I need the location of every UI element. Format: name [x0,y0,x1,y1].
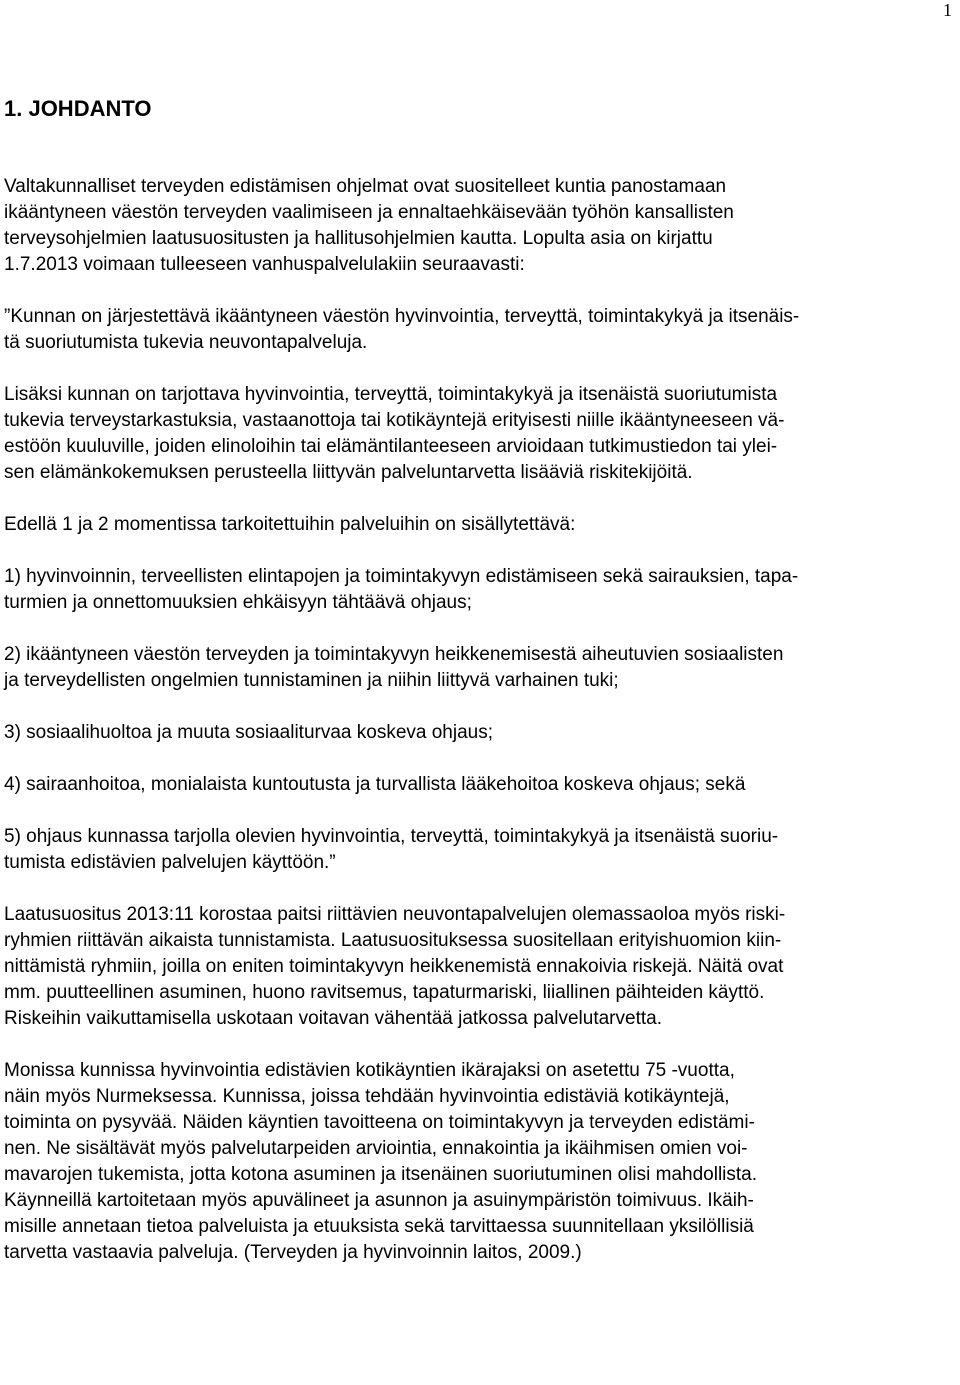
quality-recommendation-paragraph: Laatusuositus 2013:11 korostaa paitsi riittävien neuvontapalvelujen olemassaoloa myös riski- ryhmien riittävän aikaista tunnistamista. Laatusuosituksessa suositellaan erityishuomion kiin- nittämistä ryhmiin, joilla on eniten toimintakyvyn heikkenemistä ennakoivia riskejä. Näitä ovat mm. puutteellinen asuminen, huono ravitsemus, tapaturmariski, liiallinen päihteiden käyttö. Riskeihin vaikuttamisella uskotaan voitavan vähentää jatkossa palvelutarvetta. [4,904,786,1029]
page-number: 1 [943,0,952,20]
section-heading: 1. JOHDANTO [4,96,152,121]
law-list-item-5: 5) ohjaus kunnassa tarjolla olevien hyvinvointia, terveyttä, toimintakykyä ja itsenäistä suoriu- tumista edistävien palvelujen käyttöön.” [4,826,779,873]
document-body [4,96,957,1292]
law-quote-paragraph-2: Lisäksi kunnan on tarjottava hyvinvointia, terveyttä, toimintakykyä ja itsenäistä suoriutumista tukevia terveystarkastuksia, vastaanottoja tai kotikäyntejä erityisesti niille ikääntyneeseen vä- estöön kuuluville, joiden elinoloihin tai elämäntilanteeseen arvioidaan tutkimustiedon tai ylei- sen elämänkokemuksen perusteella liittyvän palveluntarvetta lisääviä riskitekijöitä. [4,384,785,483]
intro-paragraph: Valtakunnalliset terveyden edistämisen ohjelmat ovat suositelleet kuntia panostamaan ikääntyneen väestön terveyden vaalimiseen ja ennaltaehkäisevään työhön kansallisten terveysohjelmien laatusuositusten ja hallitusohjelmien kautta. Lopulta asia on kirjattu 1.7.2013 voimaan tulleeseen vanhuspalvelulakiin seuraavasti: [4,176,734,275]
law-quote-paragraph-1: ”Kunnan on järjestettävä ikääntyneen väestön hyvinvointia, terveyttä, toimintakykyä ja itsenäis- tä suoriutumista tukevia neuvontapalveluja. [4,306,800,353]
law-quote-paragraph-3: Edellä 1 ja 2 momentissa tarkoitettuihin palveluihin on sisällytettävä: [4,514,576,535]
home-visits-paragraph: Monissa kunnissa hyvinvointia edistävien kotikäyntien ikärajaksi on asetettu 75 -vuotta, näin myös Nurmeksessa. Kunnissa, joissa tehdään hyvinvointia edistäviä kotikäyntejä, toiminta on pysyvää. Näiden käyntien tavoitteena on toimintakyvyn ja terveyden edistämi- nen. Ne sisältävät myös palvelutarpeiden arviointia, ennakointia ja ikäihmisen omien voi- mavarojen tukemista, jotta kotona asuminen ja itsenäinen suoriutuminen olisi mahdollista. Käynneillä kartoitetaan myös apuvälineet ja asunnon ja asuinympäristön toimivuus. Ikäih- misille annetaan tietoa palveluista ja etuuksista sekä tarvittaessa suunnitellaan yksilöllisiä tarvetta vastaavia palveluja. (Terveyden ja hyvinvoinnin laitos, 2009.) [4,1060,758,1263]
law-list-item-4: 4) sairaanhoitoa, monialaista kuntoutusta ja turvallista lääkehoitoa koskeva ohjaus; sekä [4,774,746,795]
law-list-item-1: 1) hyvinvoinnin, terveellisten elintapojen ja toimintakyvyn edistämiseen sekä sairauksien, tapa- turmien ja onnettomuuksien ehkäisyyn tähtäävä ohjaus; [4,566,799,613]
law-list-item-3: 3) sosiaalihuoltoa ja muuta sosiaaliturvaa koskeva ohjaus; [4,722,493,743]
law-list-item-2: 2) ikääntyneen väestön terveyden ja toimintakyvyn heikkenemisestä aiheutuvien sosiaalisten ja terveydellisten ongelmien tunnistaminen ja niihin liittyvä varhainen tuki; [4,644,784,691]
